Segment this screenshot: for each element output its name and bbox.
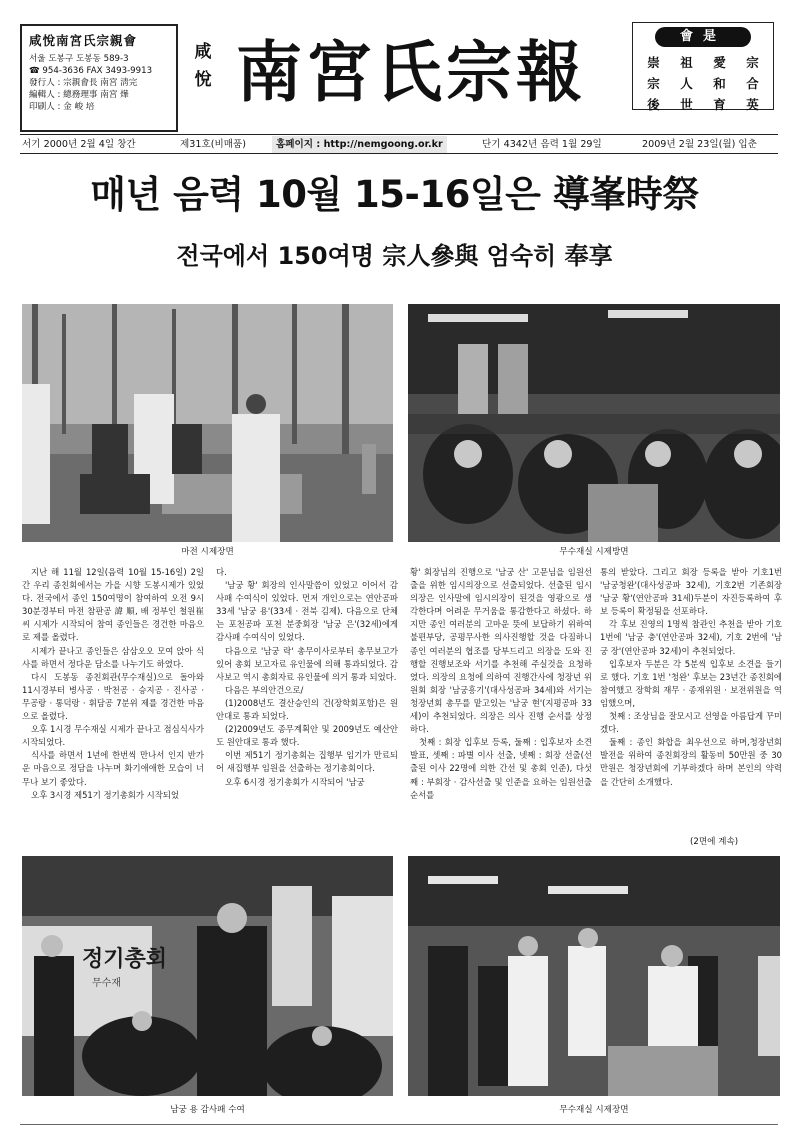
photo-musu-ritual-caption: 무수재실 시제장면 <box>559 1105 629 1115</box>
brand-small-char: 咸 <box>194 42 212 62</box>
publisher-issuer: 發行人 : 宗親會長 南宮 淸完 <box>29 78 138 88</box>
article-paragraph: 둘째 : 종인 화합을 최우선으로 하며,청장년회 발전을 위하여 종친회장의 활동비 50만원 중 30만원은 청장년회에 기부하겠다 하며 본인의 약력을 간단히 소개했다. <box>600 737 782 787</box>
brand-small <box>192 38 214 94</box>
photo-musu-hall-audience <box>408 304 780 542</box>
solar-date: 2009년 2월 23일(월) 입춘 <box>642 139 757 150</box>
article-paragraph: 시제가 끝나고 종인들은 삼삼오오 모여 앉아 식사를 하면서 정다운 담소를 나누기도 하였다. <box>22 645 204 669</box>
publisher-address: 서울 도봉구 도봉동 589-3 <box>29 54 129 64</box>
photo-musu-hall-caption: 무수재실 시제방면 <box>559 547 629 557</box>
article-paragraph: 황' 회장님의 진행으로 '남궁 산' 고문님을 임원선출을 위한 임시의장으로 선출되었다. 선출된 임시의장은 인사말에 임시의장이 된것을 영광으로 생각한다며 어려운 무거움을 통감한다고 하셨다. 하지만 종인 여러분의 고마운 뜻에 보답하기 위하여 불편부당, 공평무사한 의사진행할 것을 다짐하니 종인 여러분의 협조를 당부드리고 의장을 도와 진행할 진행보조와 서기를 추천해 주실것을 요청하였다. 의장의 요청에 의하여 진행간사에 청장년 위원회 회장 '남궁흥기'(대사성공파 34세)와 서기는 청장년회 총무를 맡고있는 '남궁 현'(지평공파 33세)이 추천되었다. 의장은 의사 진행 순서를 상정하다. <box>410 567 592 735</box>
photo-majeon-ceremony <box>22 304 393 542</box>
photo-banner-text: 정기총회 <box>82 947 168 972</box>
photo-majeon-ceremony-image <box>22 304 393 542</box>
motto-char: 世 <box>680 97 693 112</box>
article-column-1 <box>22 566 204 802</box>
motto-char: 崇 <box>647 55 660 70</box>
photo-award-caption: 남궁 용 감사패 수여 <box>170 1105 245 1115</box>
article-paragraph: 오후 6시경 정기총회가 시작되어 '남궁 <box>225 776 365 787</box>
motto-char: 祖 <box>680 55 693 70</box>
photo-banner-subtext: 무수재 <box>92 978 121 989</box>
motto-char: 後 <box>647 97 660 112</box>
lunar-date: 단기 4342년 음력 1월 29일 <box>482 139 602 150</box>
article-column-3 <box>410 566 592 802</box>
issue-number: 제31호(비매품) <box>180 139 247 150</box>
article-paragraph: 다. <box>216 567 227 577</box>
issue-info-bar <box>20 134 778 154</box>
article-paragraph: (1)2008년도 결산승인의 건(장학회포함)은 원안대로 통과 되었다. <box>216 697 398 722</box>
photo-musu-ritual <box>408 856 780 1096</box>
article-paragraph: 입후보자 두분은 각 5분씩 입후보 소견을 들기로 했다. 기호 1번 '청완' 후보는 23년간 종친회에 참여했고 장학회 재무 · 종재위원 · 보전위원을 역임했으며, <box>600 658 782 708</box>
article-paragraph: 오후 3시경 제51기 정기총회가 시작되었 <box>31 789 179 800</box>
motto-char: 宗 <box>746 55 759 70</box>
article-paragraph: 이번 제51기 정기총회는 집행부 임기가 만료되어 새집행부 임원을 선출하는 정기총회이다. <box>216 750 398 774</box>
article-paragraph: 오후 1시경 무수재실 시제가 끝나고 점심식사가 시작되었다. <box>22 724 204 748</box>
motto-char: 宗 <box>647 76 660 91</box>
photo-musu-hall-audience-image <box>408 304 780 542</box>
motto-head: 會是 <box>655 27 751 47</box>
publisher-phone: ☎ 954-3636 FAX 3493-9913 <box>29 66 153 76</box>
motto-char: 英 <box>746 97 759 112</box>
article-paragraph: 통의 받았다. 그리고 회장 등록을 받아 기호1번 '남궁청완'(대사성공파 32세), 기호2번 기존회장 '남궁 황'(연안공파 31세)두분이 자진등록하여 후보 등록이 확정됨을 선포하다. <box>600 567 782 617</box>
article-paragraph: 첫째 : 조상님을 잘모시고 선영을 아름답게 꾸미겠다. <box>600 711 782 735</box>
publisher-name: 咸悅南宮氏宗親會 <box>29 33 138 48</box>
sub-headline: 전국에서 150여명 宗人參與 엄숙히 奉享 <box>176 242 613 270</box>
motto-char: 合 <box>746 76 759 91</box>
motto-char: 愛 <box>713 55 726 70</box>
article-paragraph: (2)2009년도 종무계획안 및 2009년도 예산안도 원안대로 통과 했다. <box>216 724 398 748</box>
article-paragraph: 다음은 부의안건으로/ <box>225 684 304 695</box>
publisher-editor: 編輯人 : 總務理事 南宮 燁 <box>29 90 129 100</box>
article-paragraph: 다시 도봉동 종친회관(무수재실)으로 돌아와 11시경부터 병사공 · 박천공 · 승지공 · 진사공 · 무공랑 · 통덕랑 · 휘담공 7분위 제를 경건한 마음으로 올렸다. <box>22 671 204 722</box>
motto-grid <box>637 53 769 113</box>
article-paragraph: '남궁 황' 회장의 인사말씀이 있었고 이어서 감사패 수여식이 있었다. 먼저 개인으로는 연안공파 33세 '남궁 용'(33세 · 전북 김제). 다음으로 단체는 포천공파 포천 분중회장 '남궁 은'(32세)에게 감사패 수여식이 있었다. <box>216 580 398 643</box>
motto-char: 人 <box>680 76 693 91</box>
founded-date: 서기 2000년 2월 4일 창간 <box>22 139 136 150</box>
newspaper-title: 南宮氏宗報 <box>236 33 586 111</box>
publisher-box <box>20 24 178 132</box>
article-paragraph: 식사를 하면서 1년에 한번씩 만나서 인지 반가운 마음으로 정담을 나누며 화기애애한 모습이 너무나 보기 좋았다. <box>22 750 204 787</box>
continued-note: (2면에 계속) <box>690 837 739 847</box>
motto-char: 和 <box>713 76 726 91</box>
motto-box <box>632 22 774 110</box>
photo-award-presentation <box>22 856 393 1096</box>
article-column-4 <box>600 566 782 789</box>
article-paragraph: 첫째 : 회장 입후보 등록, 둘째 : 입후보자 소견발표, 셋째 : 파별 이사 선출, 넷째 : 회장 선출(선출된 이사 22명에 의한 간선 및 총회 인준), 다섯째 : 부회장 · 감사선출 및 인준을 요하는 임원선출 순서를 <box>410 737 592 800</box>
brand-small-char: 悅 <box>194 70 212 90</box>
article-paragraph: 지난 해 11월 12일(음력 10월 15-16일) 2일간 우리 종친회에서는 가을 시향 도봉시제가 있었다. 전국에서 종인 150여명이 참여하여 오전 9시30분경부터 마전 참판공 諱 順, 배 정부인 철원崔씨 시제가 시작되어 참여 종인들은 경건한 마음으로 제를 올렸다. <box>22 567 204 643</box>
article-paragraph: 다음으로 '남궁 락' 총무이사로부터 총무보고가 있어 총회 보고자료 유인물에 의해 통과되었다. 감사보고 역시 총회자료 유인물에 의거 통과 되었다. <box>216 645 398 682</box>
photo-musu-ritual-image <box>408 856 780 1096</box>
bottom-rule <box>20 1124 778 1125</box>
photo-award-presentation-image <box>22 856 393 1096</box>
article-column-2 <box>216 566 398 789</box>
publisher-printer: 印刷人 : 金 峻 培 <box>29 102 95 112</box>
photo-majeon-caption: 마전 시제장면 <box>181 547 234 557</box>
homepage-link[interactable]: 홈페이지 : http://nemgoong.or.kr <box>272 136 447 153</box>
motto-char: 育 <box>713 97 726 112</box>
article-paragraph: 각 후보 진영의 1명씩 참관인 추천을 받아 기호 1번에 '남궁 충'(연안공파 32세), 기호 2번에 '남궁 장'(연안공파 32세)이 추천되었다. <box>600 619 782 656</box>
main-headline: 매년 음력 10월 15-16일은 導峯時祭 <box>90 173 699 216</box>
masthead <box>14 14 776 132</box>
